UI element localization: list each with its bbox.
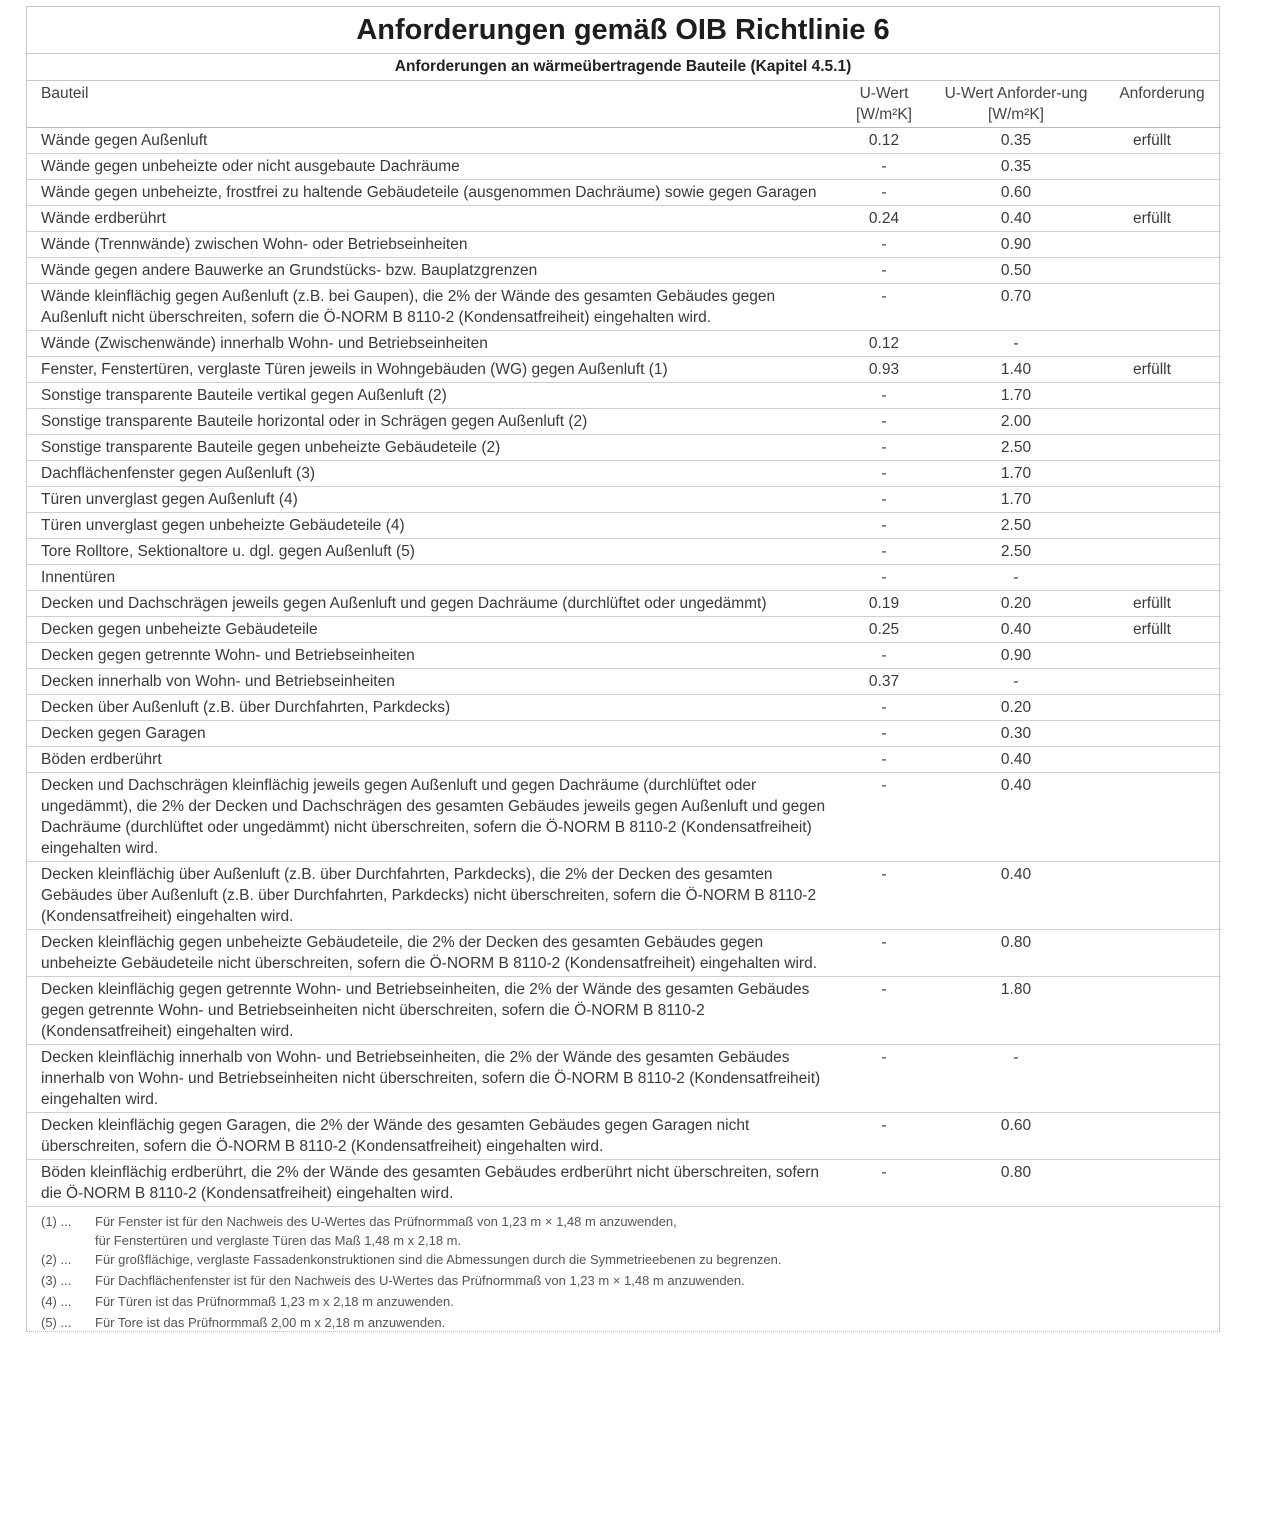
- table-row: [27, 357, 1221, 383]
- anforderung-uwert-cell: 1.70: [929, 487, 1103, 513]
- anforderung-status-cell: [1103, 747, 1221, 773]
- table-row: [27, 862, 1221, 930]
- bauteil-cell: Sonstige transparente Bauteile horizontal oder in Schrägen gegen Außenluft (2): [27, 409, 839, 435]
- footnote-text: Für großflächige, verglaste Fassadenkonstruktionen sind die Abmessungen durch die Symmetrieebenen zu begrenzen.: [95, 1252, 782, 1267]
- footnote-text-container: [95, 1291, 1219, 1312]
- table-row: [27, 180, 1221, 206]
- anforderung-uwert-cell: 0.30: [929, 721, 1103, 747]
- anforderung-uwert-cell: 0.35: [929, 154, 1103, 180]
- anforderung-status-cell: [1103, 487, 1221, 513]
- uwert-cell: -: [839, 180, 929, 206]
- uwert-cell: -: [839, 977, 929, 1045]
- uwert-cell: 0.12: [839, 331, 929, 357]
- uwert-cell: -: [839, 513, 929, 539]
- uwert-cell: -: [839, 232, 929, 258]
- table-row: [27, 930, 1221, 977]
- bauteil-cell: Dachflächenfenster gegen Außenluft (3): [27, 461, 839, 487]
- table-row: [27, 284, 1221, 331]
- bauteil-cell: Böden erdberührt: [27, 747, 839, 773]
- anforderung-uwert-cell: 1.80: [929, 977, 1103, 1045]
- table-row: [27, 435, 1221, 461]
- uwert-cell: -: [839, 930, 929, 977]
- anforderung-uwert-cell: -: [929, 669, 1103, 695]
- uwert-cell: -: [839, 461, 929, 487]
- footnote-number: (3) ...: [41, 1273, 72, 1288]
- bauteil-cell: Decken kleinflächig über Außenluft (z.B. über Durchfahrten, Parkdecks), die 2% der Decken des gesamten Gebäudes über Außenluft (z.B. über Durchfahrten, Parkdecks) nicht überschreiten, sofern die Ö-NORM B 8110-2 (Kondensatfreiheit) eingehalten wird.: [27, 862, 839, 930]
- uwert-cell: 0.93: [839, 357, 929, 383]
- anforderung-status-cell: [1103, 1160, 1221, 1207]
- anforderung-uwert-cell: 0.40: [929, 747, 1103, 773]
- anforderung-status-cell: [1103, 154, 1221, 180]
- anforderung-uwert-cell: 0.80: [929, 1160, 1103, 1207]
- anforderung-status-cell: erfüllt: [1103, 591, 1221, 617]
- bauteil-cell: Fenster, Fenstertüren, verglaste Türen jeweils in Wohngebäuden (WG) gegen Außenluft (1): [27, 357, 839, 383]
- footnote: [41, 1291, 1219, 1312]
- anforderung-status-cell: [1103, 669, 1221, 695]
- uwert-cell: -: [839, 747, 929, 773]
- table-row: [27, 591, 1221, 617]
- page-title: Anforderungen gemäß OIB Richtlinie 6: [27, 7, 1219, 54]
- uwert-cell: 0.25: [839, 617, 929, 643]
- anforderung-status-cell: [1103, 539, 1221, 565]
- requirements-frame: [26, 6, 1220, 1207]
- table-row: [27, 773, 1221, 862]
- anforderung-uwert-cell: 0.80: [929, 930, 1103, 977]
- document-page: [26, 6, 1220, 1332]
- anforderung-status-cell: [1103, 643, 1221, 669]
- uwert-cell: -: [839, 565, 929, 591]
- uwert-cell: -: [839, 539, 929, 565]
- anforderung-status-cell: erfüllt: [1103, 206, 1221, 232]
- anforderung-status-cell: [1103, 461, 1221, 487]
- footnote-text: Für Türen ist das Prüfnormmaß 1,23 m x 2,18 m anzuwenden.: [95, 1294, 454, 1309]
- bauteil-cell: Decken kleinflächig gegen getrennte Wohn- und Betriebseinheiten, die 2% der Wände des gesamten Gebäudes gegen getrennte Wohn- und Betriebseinheiten nicht überschreiten, sofern die Ö-NORM B 8110-2 (Kondensatfreiheit) eingehalten wird.: [27, 977, 839, 1045]
- uwert-cell: -: [839, 695, 929, 721]
- footnote-number: (1) ...: [41, 1214, 72, 1229]
- table-row: [27, 1160, 1221, 1207]
- bauteil-cell: Türen unverglast gegen unbeheizte Gebäudeteile (4): [27, 513, 839, 539]
- anforderung-uwert-cell: -: [929, 565, 1103, 591]
- bauteil-cell: Decken und Dachschrägen jeweils gegen Außenluft und gegen Dachräume (durchlüftet oder ungedämmt): [27, 591, 839, 617]
- anforderung-uwert-cell: 1.70: [929, 461, 1103, 487]
- bauteil-cell: Sonstige transparente Bauteile gegen unbeheizte Gebäudeteile (2): [27, 435, 839, 461]
- bauteil-cell: Wände (Trennwände) zwischen Wohn- oder Betriebseinheiten: [27, 232, 839, 258]
- bauteil-cell: Decken gegen unbeheizte Gebäudeteile: [27, 617, 839, 643]
- footnote: [41, 1211, 1219, 1249]
- table-row: [27, 232, 1221, 258]
- anforderung-uwert-cell: 0.40: [929, 617, 1103, 643]
- table-row: [27, 721, 1221, 747]
- anforderung-status-cell: [1103, 180, 1221, 206]
- anforderung-status-cell: [1103, 435, 1221, 461]
- bauteil-cell: Sonstige transparente Bauteile vertikal gegen Außenluft (2): [27, 383, 839, 409]
- anforderung-status-cell: [1103, 331, 1221, 357]
- anforderung-status-cell: [1103, 930, 1221, 977]
- table-row: [27, 383, 1221, 409]
- uwert-cell: -: [839, 721, 929, 747]
- anforderung-uwert-cell: 0.40: [929, 862, 1103, 930]
- uwert-cell: 0.19: [839, 591, 929, 617]
- footnote-text-container: [95, 1312, 1219, 1333]
- anforderung-status-cell: [1103, 565, 1221, 591]
- table-row: [27, 539, 1221, 565]
- anforderung-status-cell: [1103, 1113, 1221, 1160]
- anforderung-status-cell: [1103, 773, 1221, 862]
- table-header-row: [27, 81, 1221, 128]
- anforderung-status-cell: [1103, 862, 1221, 930]
- table-row: [27, 331, 1221, 357]
- anforderung-uwert-cell: 0.60: [929, 1113, 1103, 1160]
- footnote-text-container: [95, 1249, 1219, 1270]
- footnote-number: (2) ...: [41, 1252, 72, 1267]
- header-bauteil: Bauteil: [27, 81, 839, 128]
- uwert-cell: -: [839, 1045, 929, 1113]
- bauteil-cell: Decken über Außenluft (z.B. über Durchfahrten, Parkdecks): [27, 695, 839, 721]
- uwert-cell: -: [839, 487, 929, 513]
- table-body: [27, 128, 1221, 1207]
- anforderung-uwert-cell: 2.50: [929, 513, 1103, 539]
- footnote-number: (5) ...: [41, 1315, 72, 1330]
- table-row: [27, 206, 1221, 232]
- anforderung-uwert-cell: 0.50: [929, 258, 1103, 284]
- bauteil-cell: Wände gegen unbeheizte, frostfrei zu haltende Gebäudeteile (ausgenommen Dachräume) sowie gegen Garagen: [27, 180, 839, 206]
- anforderung-uwert-cell: 2.50: [929, 435, 1103, 461]
- bauteil-cell: Türen unverglast gegen Außenluft (4): [27, 487, 839, 513]
- table-row: [27, 747, 1221, 773]
- uwert-cell: -: [839, 773, 929, 862]
- anforderung-uwert-cell: 0.40: [929, 773, 1103, 862]
- bauteil-cell: Wände gegen unbeheizte oder nicht ausgebaute Dachräume: [27, 154, 839, 180]
- footnote: [41, 1270, 1219, 1291]
- bauteil-cell: Innentüren: [27, 565, 839, 591]
- anforderung-status-cell: [1103, 513, 1221, 539]
- anforderung-uwert-cell: -: [929, 1045, 1103, 1113]
- footnote-number: (4) ...: [41, 1294, 72, 1309]
- anforderung-status-cell: [1103, 409, 1221, 435]
- anforderung-status-cell: [1103, 284, 1221, 331]
- footnote-text: Für Dachflächenfenster ist für den Nachweis des U-Wertes das Prüfnormmaß von 1,23 m × 1,48 m anzuwenden.: [95, 1273, 745, 1288]
- uwert-cell: 0.37: [839, 669, 929, 695]
- footnote-text: Für Tore ist das Prüfnormmaß 2,00 m x 2,18 m anzuwenden.: [95, 1315, 446, 1330]
- anforderung-status-cell: [1103, 258, 1221, 284]
- table-row: [27, 669, 1221, 695]
- bauteil-cell: Decken und Dachschrägen kleinflächig jeweils gegen Außenluft und gegen Dachräume (durchlüftet oder ungedämmt), die 2% der Decken und Dachschrägen des gesamten Gebäudes jeweils gegen Außenluft und gegen Dachräume (durchlüftet oder ungedämmt) nicht überschreiten, sofern die Ö-NORM B 8110-2 (Kondensatfreiheit) eingehalten wird.: [27, 773, 839, 862]
- anforderung-uwert-cell: -: [929, 331, 1103, 357]
- table-row: [27, 643, 1221, 669]
- uwert-cell: -: [839, 862, 929, 930]
- bauteil-cell: Decken innerhalb von Wohn- und Betriebseinheiten: [27, 669, 839, 695]
- uwert-cell: -: [839, 435, 929, 461]
- anforderung-status-cell: [1103, 1045, 1221, 1113]
- uwert-cell: -: [839, 258, 929, 284]
- footnotes: [26, 1207, 1220, 1332]
- table-row: [27, 409, 1221, 435]
- anforderung-uwert-cell: 0.40: [929, 206, 1103, 232]
- table-row: [27, 695, 1221, 721]
- bauteil-cell: Decken gegen Garagen: [27, 721, 839, 747]
- uwert-cell: -: [839, 1113, 929, 1160]
- uwert-cell: -: [839, 383, 929, 409]
- table-row: [27, 461, 1221, 487]
- table-row: [27, 565, 1221, 591]
- table-row: [27, 1045, 1221, 1113]
- anforderung-uwert-cell: 2.50: [929, 539, 1103, 565]
- uwert-cell: -: [839, 284, 929, 331]
- anforderung-uwert-cell: 0.35: [929, 128, 1103, 154]
- table-row: [27, 513, 1221, 539]
- anforderung-status-cell: [1103, 721, 1221, 747]
- bauteil-cell: Wände gegen Außenluft: [27, 128, 839, 154]
- bauteil-cell: Wände kleinflächig gegen Außenluft (z.B. bei Gaupen), die 2% der Wände des gesamten Gebäudes gegen Außenluft nicht überschreiten, sofern die Ö-NORM B 8110-2 (Kondensatfreiheit) eingehalten wird.: [27, 284, 839, 331]
- anforderung-status-cell: erfüllt: [1103, 617, 1221, 643]
- page-subtitle: Anforderungen an wärmeübertragende Bauteile (Kapitel 4.5.1): [27, 54, 1219, 81]
- bauteil-cell: Wände erdberührt: [27, 206, 839, 232]
- bauteil-cell: Wände (Zwischenwände) innerhalb Wohn- und Betriebseinheiten: [27, 331, 839, 357]
- table-row: [27, 617, 1221, 643]
- table-row: [27, 128, 1221, 154]
- bauteil-cell: Tore Rolltore, Sektionaltore u. dgl. gegen Außenluft (5): [27, 539, 839, 565]
- uwert-cell: -: [839, 409, 929, 435]
- table-row: [27, 154, 1221, 180]
- footnote: [41, 1312, 1219, 1333]
- footnote-text-container: [95, 1211, 1219, 1249]
- uwert-cell: -: [839, 154, 929, 180]
- table-row: [27, 487, 1221, 513]
- anforderung-status-cell: [1103, 232, 1221, 258]
- bauteil-cell: Decken kleinflächig innerhalb von Wohn- und Betriebseinheiten, die 2% der Wände des gesamten Gebäudes innerhalb von Wohn- und Betriebseinheiten nicht überschreiten, sofern die Ö-NORM B 8110-2 (Kondensatfreiheit) eingehalten wird.: [27, 1045, 839, 1113]
- anforderung-uwert-cell: 0.90: [929, 232, 1103, 258]
- bauteil-cell: Decken kleinflächig gegen unbeheizte Gebäudeteile, die 2% der Decken des gesamten Gebäudes gegen unbeheizte Gebäudeteile nicht überschreiten, sofern die Ö-NORM B 8110-2 (Kondensatfreiheit) eingehalten wird.: [27, 930, 839, 977]
- uwert-cell: -: [839, 643, 929, 669]
- anforderung-status-cell: [1103, 695, 1221, 721]
- bauteil-cell: Böden kleinflächig erdberührt, die 2% der Wände des gesamten Gebäudes erdberührt nicht überschreiten, sofern die Ö-NORM B 8110-2 (Kondensatfreiheit) eingehalten wird.: [27, 1160, 839, 1207]
- anforderung-uwert-cell: 1.40: [929, 357, 1103, 383]
- anforderung-uwert-cell: 0.90: [929, 643, 1103, 669]
- uwert-cell: -: [839, 1160, 929, 1207]
- bauteil-cell: Decken kleinflächig gegen Garagen, die 2% der Wände des gesamten Gebäudes gegen Garagen nicht überschreiten, sofern die Ö-NORM B 8110-2 (Kondensatfreiheit) eingehalten wird.: [27, 1113, 839, 1160]
- footnote-text-container: [95, 1270, 1219, 1291]
- header-uwert: U-Wert [W/m²K]: [839, 81, 929, 128]
- footnote-text-continued: für Fenstertüren und verglaste Türen das Maß 1,48 m x 2,18 m.: [95, 1233, 462, 1248]
- header-anforderung: Anforderung: [1103, 81, 1221, 128]
- footnote: [41, 1249, 1219, 1270]
- uwert-cell: 0.12: [839, 128, 929, 154]
- table-row: [27, 258, 1221, 284]
- anforderung-uwert-cell: 0.60: [929, 180, 1103, 206]
- requirements-table: [27, 81, 1221, 1207]
- bauteil-cell: Wände gegen andere Bauwerke an Grundstücks- bzw. Bauplatzgrenzen: [27, 258, 839, 284]
- anforderung-status-cell: [1103, 977, 1221, 1045]
- bauteil-cell: Decken gegen getrennte Wohn- und Betriebseinheiten: [27, 643, 839, 669]
- footnote-text: Für Fenster ist für den Nachweis des U-Wertes das Prüfnormmaß von 1,23 m × 1,48 m anzuwenden,: [95, 1214, 677, 1229]
- table-row: [27, 1113, 1221, 1160]
- anforderung-uwert-cell: 0.20: [929, 695, 1103, 721]
- anforderung-uwert-cell: 0.70: [929, 284, 1103, 331]
- anforderung-status-cell: erfüllt: [1103, 128, 1221, 154]
- anforderung-status-cell: [1103, 383, 1221, 409]
- table-row: [27, 977, 1221, 1045]
- anforderung-status-cell: erfüllt: [1103, 357, 1221, 383]
- anforderung-uwert-cell: 1.70: [929, 383, 1103, 409]
- uwert-cell: 0.24: [839, 206, 929, 232]
- header-anforderung-uwert: U-Wert Anforder-ung [W/m²K]: [929, 81, 1103, 128]
- anforderung-uwert-cell: 2.00: [929, 409, 1103, 435]
- anforderung-uwert-cell: 0.20: [929, 591, 1103, 617]
